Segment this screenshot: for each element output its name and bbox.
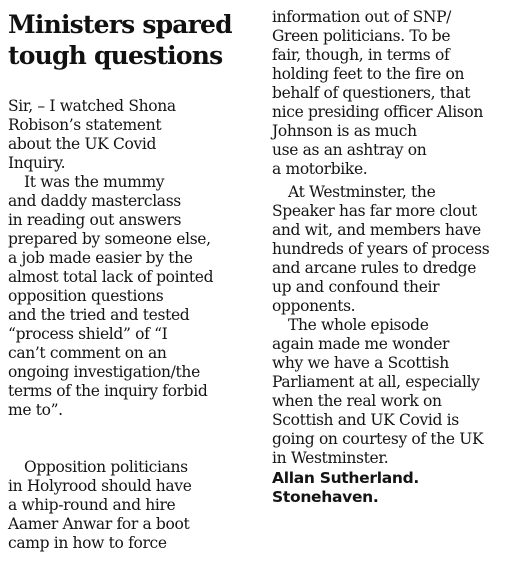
body-line: camp in how to force: [8, 534, 167, 552]
body-line: can’t comment on an: [8, 344, 167, 362]
body-line: use as an ashtray on: [272, 141, 427, 159]
body-line: behalf of questioners, that: [272, 84, 471, 102]
body-line: when the real work on: [272, 392, 442, 410]
headline-line-1: Ministers spared: [8, 10, 232, 39]
body-line: a whip-round and hire: [8, 496, 176, 514]
body-line: terms of the inquiry forbid: [8, 382, 208, 400]
body-line: Parliament at all, especially: [272, 373, 480, 391]
body-line: opposition questions: [8, 287, 164, 305]
body-line: opponents.: [272, 297, 356, 315]
body-line: prepared by someone else,: [8, 230, 211, 248]
signature-place: Stonehaven.: [272, 488, 379, 506]
body-line: almost total lack of pointed: [8, 268, 214, 286]
body-line: Johnson is as much: [272, 122, 417, 140]
body-line: and wit, and members have: [272, 221, 481, 239]
signature-name: Allan Sutherland.: [272, 469, 420, 487]
body-line: hundreds of years of process: [272, 240, 490, 258]
body-line: a job made easier by the: [8, 249, 193, 267]
body-line: going on courtesy of the UK: [272, 430, 484, 448]
body-line: Aamer Anwar for a boot: [8, 515, 190, 533]
body-line: me to”.: [8, 401, 63, 419]
body-line: and arcane rules to dredge: [272, 259, 477, 277]
letter-headline: [8, 9, 232, 71]
body-line: a motorbike.: [272, 160, 368, 178]
body-line: Green politicians. To be: [272, 27, 451, 45]
body-line: about the UK Covid: [8, 135, 157, 153]
body-line: At Westminster, the: [288, 183, 436, 201]
body-line: why we have a Scottish: [272, 354, 449, 372]
headline-line-2: tough questions: [8, 41, 223, 70]
body-line: Robison’s statement: [8, 116, 162, 134]
body-line: ongoing investigation/the: [8, 363, 200, 381]
body-line: and the tried and tested: [8, 306, 190, 324]
body-line: The whole episode: [288, 316, 429, 334]
body-line: nice presiding officer Alison: [272, 103, 484, 121]
body-line: Speaker has far more clout: [272, 202, 477, 220]
body-line: holding feet to the fire on: [272, 65, 465, 83]
body-line: Scottish and UK Covid is: [272, 411, 459, 429]
body-line: fair, though, in terms of: [272, 46, 450, 64]
body-line: in Holyrood should have: [8, 477, 192, 495]
body-line: Inquiry.: [8, 154, 66, 172]
body-line: It was the mummy: [24, 173, 165, 191]
body-line: “process shield” of “I: [8, 325, 168, 343]
body-line: again made me wonder: [272, 335, 450, 353]
body-line: Opposition politicians: [24, 458, 188, 476]
body-line: in Westminster.: [272, 449, 389, 467]
body-line: and daddy masterclass: [8, 192, 181, 210]
body-line: Sir, – I watched Shona: [8, 97, 176, 115]
body-line: information out of SNP/: [272, 8, 452, 26]
body-line: up and confound their: [272, 278, 440, 296]
body-line: in reading out answers: [8, 211, 182, 229]
